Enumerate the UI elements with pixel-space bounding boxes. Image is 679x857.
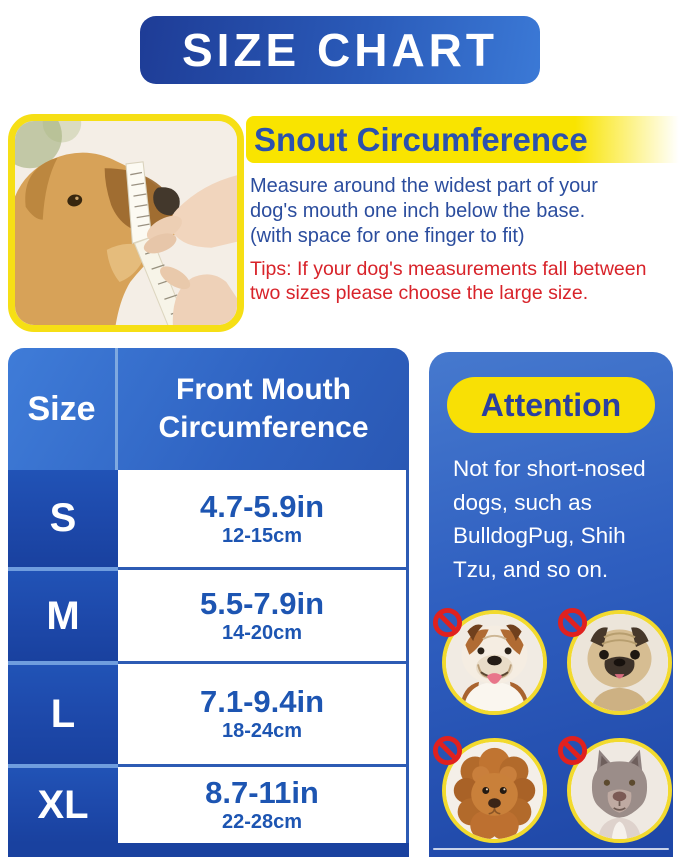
measurement-cell (118, 470, 409, 567)
measure-heading: Snout Circumference (254, 120, 588, 158)
attention-text (453, 452, 646, 586)
attention-text-line: Not for short-nosed (453, 456, 646, 481)
measurement-cell (118, 567, 409, 661)
page-title: SIZE CHART (140, 16, 540, 84)
size-label: XL (8, 764, 118, 843)
measure-instruction-line: Measure around the widest part of your (250, 175, 598, 197)
prohibited-dog (567, 610, 672, 715)
measure-tips-line: Tips: If your dog's measurements fall between (250, 258, 647, 280)
measurement-cell (118, 764, 409, 843)
snout-measuring-photo (8, 114, 244, 332)
attention-text-line: dogs, such as (453, 489, 592, 515)
measure-instruction-line: (with space for one finger to fit) (250, 225, 525, 247)
table-bottom-edge (8, 843, 409, 857)
measurement-column-header-line: Circumference (158, 411, 369, 444)
attention-panel (429, 352, 673, 857)
measurement-cm: 14-20cm (221, 621, 303, 644)
table-row (8, 661, 409, 764)
size-label: S (8, 470, 118, 567)
no-entry-icon (557, 607, 588, 638)
no-entry-icon (432, 607, 463, 638)
prohibited-dog (442, 610, 547, 715)
size-label: L (8, 661, 118, 764)
measure-instructions (250, 174, 598, 249)
no-entry-icon (557, 735, 588, 766)
measurement-inches: 7.1-9.4in (199, 684, 325, 719)
prohibited-dog (567, 738, 672, 843)
measurement-cm: 12-15cm (221, 524, 303, 547)
measure-tips-line: two sizes please choose the large size. (250, 282, 589, 304)
measure-instruction-line: dog's mouth one inch below the base. (250, 200, 586, 222)
measurement-cm: 18-24cm (221, 720, 303, 742)
prohibited-dogs-grid (442, 610, 672, 843)
measurement-inches: 4.7-5.9in (199, 488, 325, 524)
size-table (8, 348, 409, 857)
attention-heading-pill: Attention (447, 377, 655, 433)
dog-tape-measure-illustration (15, 121, 237, 325)
measurement-column-header-line: Front Mouth (176, 373, 351, 406)
measurement-cm: 22-28cm (221, 811, 303, 833)
measurement-inches: 8.7-11in (205, 775, 319, 810)
measure-tips (250, 257, 646, 305)
prohibited-dog (442, 738, 547, 843)
measurement-column-header (118, 348, 409, 470)
no-entry-icon (432, 735, 463, 766)
table-row (8, 764, 409, 843)
measurement-cell (118, 661, 409, 764)
measurement-inches: 5.5-7.9in (199, 585, 325, 621)
size-label: M (8, 567, 118, 661)
size-table-header (8, 348, 409, 470)
attention-text-line: BulldogPug, Shih (453, 523, 626, 548)
table-row (8, 567, 409, 661)
attention-text-line: Tzu, and so on. (453, 556, 609, 582)
size-column-header: Size (8, 348, 118, 470)
measure-heading-band (246, 116, 679, 163)
table-row (8, 470, 409, 567)
